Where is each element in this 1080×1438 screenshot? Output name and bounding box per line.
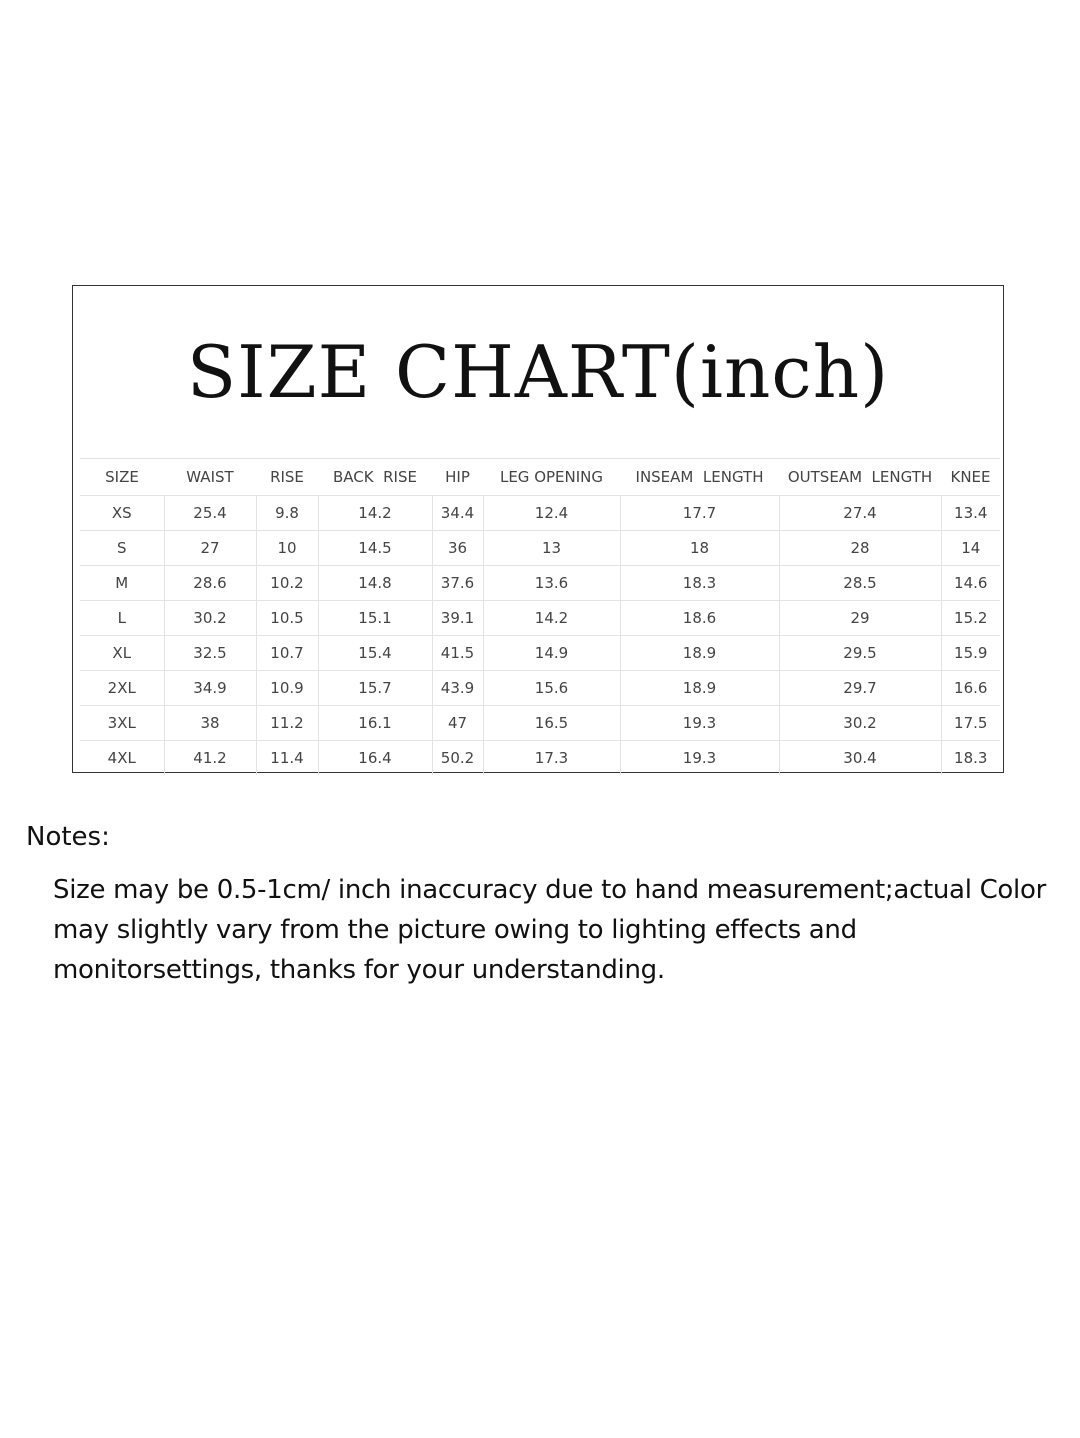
measurement-cell: 30.2 <box>164 601 256 636</box>
column-header: SIZE <box>80 459 164 496</box>
measurement-cell: 10.7 <box>256 636 318 671</box>
size-cell: 4XL <box>80 741 164 776</box>
measurement-cell: 43.9 <box>432 671 483 706</box>
measurement-cell: 10 <box>256 531 318 566</box>
size-cell: 2XL <box>80 671 164 706</box>
measurement-cell: 13.4 <box>941 496 1000 531</box>
measurement-cell: 18.9 <box>620 636 779 671</box>
measurement-cell: 36 <box>432 531 483 566</box>
column-header: KNEE <box>941 459 1000 496</box>
size-cell: XS <box>80 496 164 531</box>
size-cell: 3XL <box>80 706 164 741</box>
size-cell: XL <box>80 636 164 671</box>
measurement-cell: 27 <box>164 531 256 566</box>
measurement-cell: 17.5 <box>941 706 1000 741</box>
measurement-cell: 11.2 <box>256 706 318 741</box>
notes-section <box>26 818 1066 990</box>
table-row <box>80 706 1000 741</box>
table-body <box>80 496 1000 776</box>
measurement-cell: 14.8 <box>318 566 432 601</box>
table-row <box>80 636 1000 671</box>
measurement-cell: 15.2 <box>941 601 1000 636</box>
table-row <box>80 601 1000 636</box>
table-row <box>80 496 1000 531</box>
measurement-cell: 37.6 <box>432 566 483 601</box>
column-header: OUTSEAM LENGTH <box>779 459 941 496</box>
column-header: LEG OPENING <box>483 459 620 496</box>
measurement-cell: 15.1 <box>318 601 432 636</box>
column-header: RISE <box>256 459 318 496</box>
measurement-cell: 25.4 <box>164 496 256 531</box>
measurement-cell: 14 <box>941 531 1000 566</box>
size-table <box>80 458 1000 775</box>
measurement-cell: 15.4 <box>318 636 432 671</box>
measurement-cell: 41.5 <box>432 636 483 671</box>
table-row <box>80 531 1000 566</box>
table-row <box>80 741 1000 776</box>
measurement-cell: 13.6 <box>483 566 620 601</box>
measurement-cell: 9.8 <box>256 496 318 531</box>
column-header: INSEAM LENGTH <box>620 459 779 496</box>
measurement-cell: 16.5 <box>483 706 620 741</box>
measurement-cell: 30.4 <box>779 741 941 776</box>
measurement-cell: 18.3 <box>620 566 779 601</box>
measurement-cell: 17.3 <box>483 741 620 776</box>
column-header: WAIST <box>164 459 256 496</box>
table-header-row <box>80 459 1000 496</box>
measurement-cell: 32.5 <box>164 636 256 671</box>
table-row <box>80 671 1000 706</box>
measurement-cell: 34.9 <box>164 671 256 706</box>
measurement-cell: 29 <box>779 601 941 636</box>
notes-text: Size may be 0.5-1cm/ inch inaccuracy due to hand measurement;actual Color may slightly vary from the picture owing to lighting effects and monitorsettings, thanks for your understanding. <box>53 875 1046 985</box>
measurement-cell: 18.6 <box>620 601 779 636</box>
size-cell: L <box>80 601 164 636</box>
measurement-cell: 39.1 <box>432 601 483 636</box>
measurement-cell: 14.2 <box>318 496 432 531</box>
measurement-cell: 18 <box>620 531 779 566</box>
measurement-cell: 10.9 <box>256 671 318 706</box>
measurement-cell: 18.9 <box>620 671 779 706</box>
measurement-cell: 50.2 <box>432 741 483 776</box>
measurement-cell: 41.2 <box>164 741 256 776</box>
measurement-cell: 19.3 <box>620 741 779 776</box>
measurement-cell: 27.4 <box>779 496 941 531</box>
measurement-cell: 15.7 <box>318 671 432 706</box>
size-cell: M <box>80 566 164 601</box>
measurement-cell: 28.5 <box>779 566 941 601</box>
measurement-cell: 28 <box>779 531 941 566</box>
measurement-cell: 10.5 <box>256 601 318 636</box>
measurement-cell: 16.1 <box>318 706 432 741</box>
measurement-cell: 14.9 <box>483 636 620 671</box>
measurement-cell: 16.4 <box>318 741 432 776</box>
measurement-cell: 30.2 <box>779 706 941 741</box>
measurement-cell: 14.5 <box>318 531 432 566</box>
measurement-cell: 16.6 <box>941 671 1000 706</box>
size-cell: S <box>80 531 164 566</box>
measurement-cell: 19.3 <box>620 706 779 741</box>
column-header: HIP <box>432 459 483 496</box>
column-header: BACK RISE <box>318 459 432 496</box>
chart-title: SIZE CHART(inch) <box>186 330 890 414</box>
measurement-cell: 34.4 <box>432 496 483 531</box>
measurement-cell: 29.5 <box>779 636 941 671</box>
measurement-cell: 11.4 <box>256 741 318 776</box>
notes-label: Notes: <box>26 822 110 852</box>
measurement-cell: 47 <box>432 706 483 741</box>
table-row <box>80 566 1000 601</box>
measurement-cell: 14.6 <box>941 566 1000 601</box>
measurement-cell: 29.7 <box>779 671 941 706</box>
measurement-cell: 10.2 <box>256 566 318 601</box>
measurement-cell: 15.9 <box>941 636 1000 671</box>
measurement-cell: 18.3 <box>954 749 988 767</box>
measurement-cell: 28.6 <box>164 566 256 601</box>
measurement-cell: 14.2 <box>483 601 620 636</box>
measurement-cell: 13 <box>483 531 620 566</box>
measurement-cell: 12.4 <box>483 496 620 531</box>
measurement-cell: 17.7 <box>620 496 779 531</box>
measurement-cell: 15.6 <box>483 671 620 706</box>
measurement-cell: 38 <box>164 706 256 741</box>
